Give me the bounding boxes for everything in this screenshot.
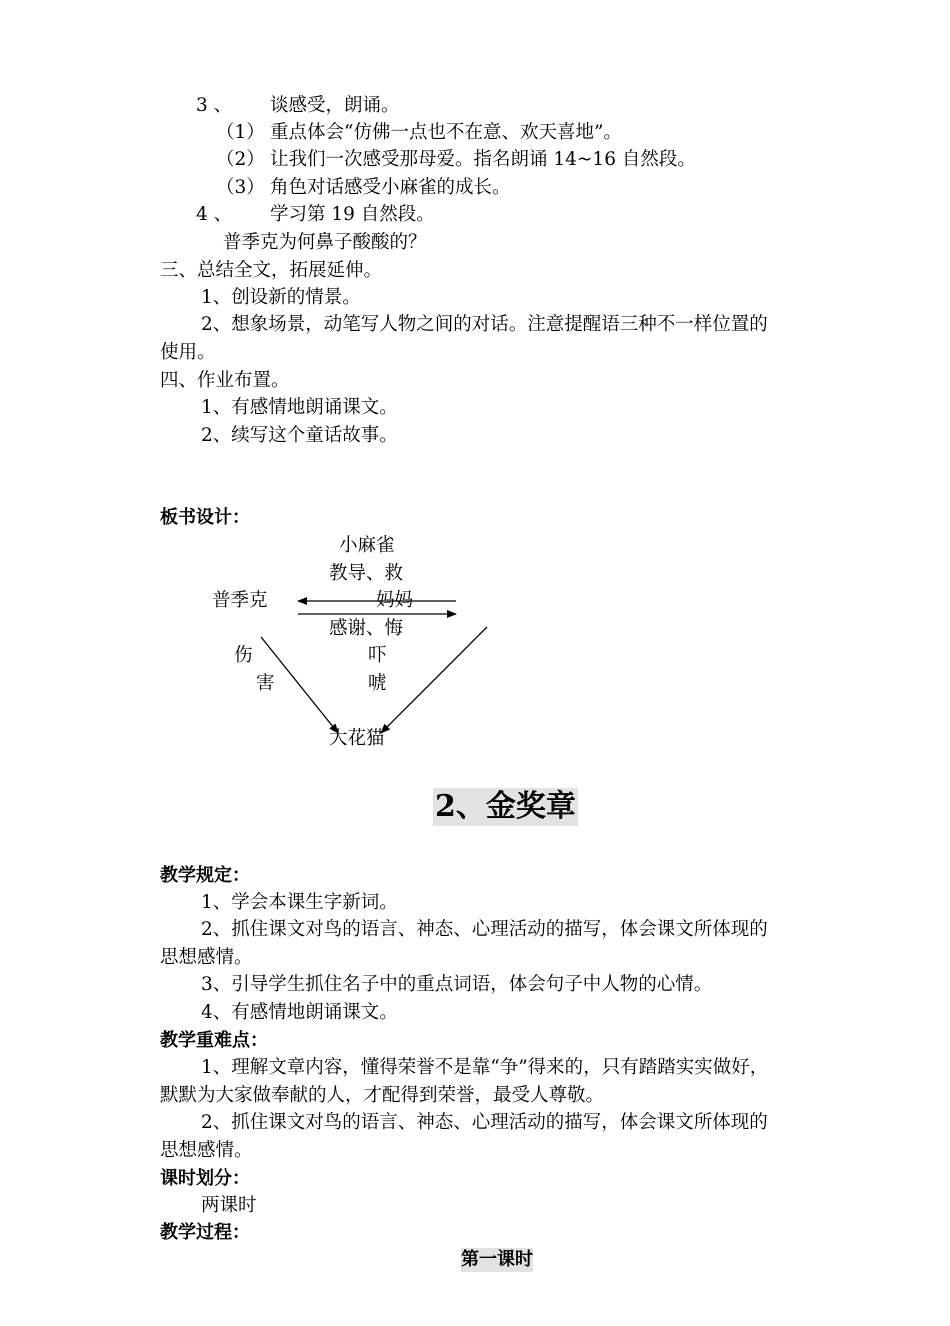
item-text: 学习第 19 自然段。 bbox=[270, 204, 435, 225]
sub-item-text: 角色对话感受小麻雀的成长。 bbox=[270, 177, 511, 198]
process-label: 教学过程： bbox=[160, 1222, 250, 1243]
requirements-label: 教学规定： bbox=[160, 865, 250, 886]
item-text: 谈感受，朗诵。 bbox=[270, 95, 400, 116]
list-item-continuation: 使用。 bbox=[160, 342, 216, 363]
board-sparrow: 小麻雀 bbox=[339, 535, 395, 556]
lesson-title: 2、金奖章 bbox=[435, 789, 576, 824]
section-heading: 四、作业布置。 bbox=[160, 370, 290, 391]
list-item-continuation: 默默为大家做奉献的人，才配得到荣誉，最受人尊敬。 bbox=[160, 1085, 605, 1106]
board-design-label: 板书设计： bbox=[160, 507, 250, 528]
board-mama: 妈妈 bbox=[376, 590, 414, 611]
question-text: 普季克为何鼻子酸酸的？ bbox=[223, 232, 427, 253]
list-item: 3、引导学生抓住名子中的重点词语，体会句子中人物的心情。 bbox=[201, 974, 713, 995]
hours-text: 两课时 bbox=[201, 1195, 257, 1216]
list-item: 2、抓住课文对鸟的语言、神态、心理活动的描写，体会课文所体现的 bbox=[201, 919, 768, 940]
board-scare-1: 吓 bbox=[368, 645, 387, 666]
board-hurt-1: 伤 bbox=[234, 645, 253, 666]
board-scare-2: 唬 bbox=[368, 673, 387, 694]
hours-label: 课时划分： bbox=[160, 1168, 250, 1189]
board-puqike: 普季克 bbox=[212, 590, 268, 611]
list-item: 2、续写这个童话故事。 bbox=[201, 425, 398, 446]
section-heading: 三、总结全文，拓展延伸。 bbox=[160, 260, 383, 281]
sub-item-text: 让我们一次感受那母爱。指名朗诵 14~16 自然段。 bbox=[270, 149, 696, 170]
sub-item-number: （1） bbox=[216, 122, 265, 143]
key-points-label: 教学重难点： bbox=[160, 1030, 268, 1051]
list-item: 1、理解文章内容，懂得荣誉不是靠“争”得来的，只有踏踏实实做好， bbox=[201, 1057, 769, 1078]
board-hurt-2: 害 bbox=[256, 673, 275, 694]
list-item-continuation: 思想感情。 bbox=[160, 947, 253, 968]
list-item-continuation: 思想感情。 bbox=[160, 1140, 253, 1161]
board-thanks-regret: 感谢、悔 bbox=[329, 618, 404, 639]
arrow-sparrow-to-cat bbox=[381, 627, 487, 733]
first-period-heading: 第一课时 bbox=[461, 1249, 533, 1270]
item-number: 3 、 bbox=[196, 95, 233, 116]
sub-item-text: 重点体会“仿佛一点也不在意、欢天喜地”。 bbox=[270, 122, 622, 143]
board-teach-save: 教导、救 bbox=[329, 563, 404, 584]
list-item: 1、创设新的情景。 bbox=[201, 287, 361, 308]
list-item: 1、学会本课生字新词。 bbox=[201, 892, 398, 913]
sub-item-number: （3） bbox=[216, 177, 265, 198]
list-item: 1、有感情地朗诵课文。 bbox=[201, 397, 398, 418]
sub-item-number: （2） bbox=[216, 149, 265, 170]
item-number: 4 、 bbox=[196, 204, 233, 225]
board-cat: 大花猫 bbox=[329, 728, 385, 749]
list-item: 4、有感情地朗诵课文。 bbox=[201, 1002, 398, 1023]
list-item: 2、抓住课文对鸟的语言、神态、心理活动的描写，体会课文所体现的 bbox=[201, 1112, 768, 1133]
list-item: 2、想象场景，动笔写人物之间的对话。注意提醒语三种不一样位置的 bbox=[201, 314, 768, 335]
